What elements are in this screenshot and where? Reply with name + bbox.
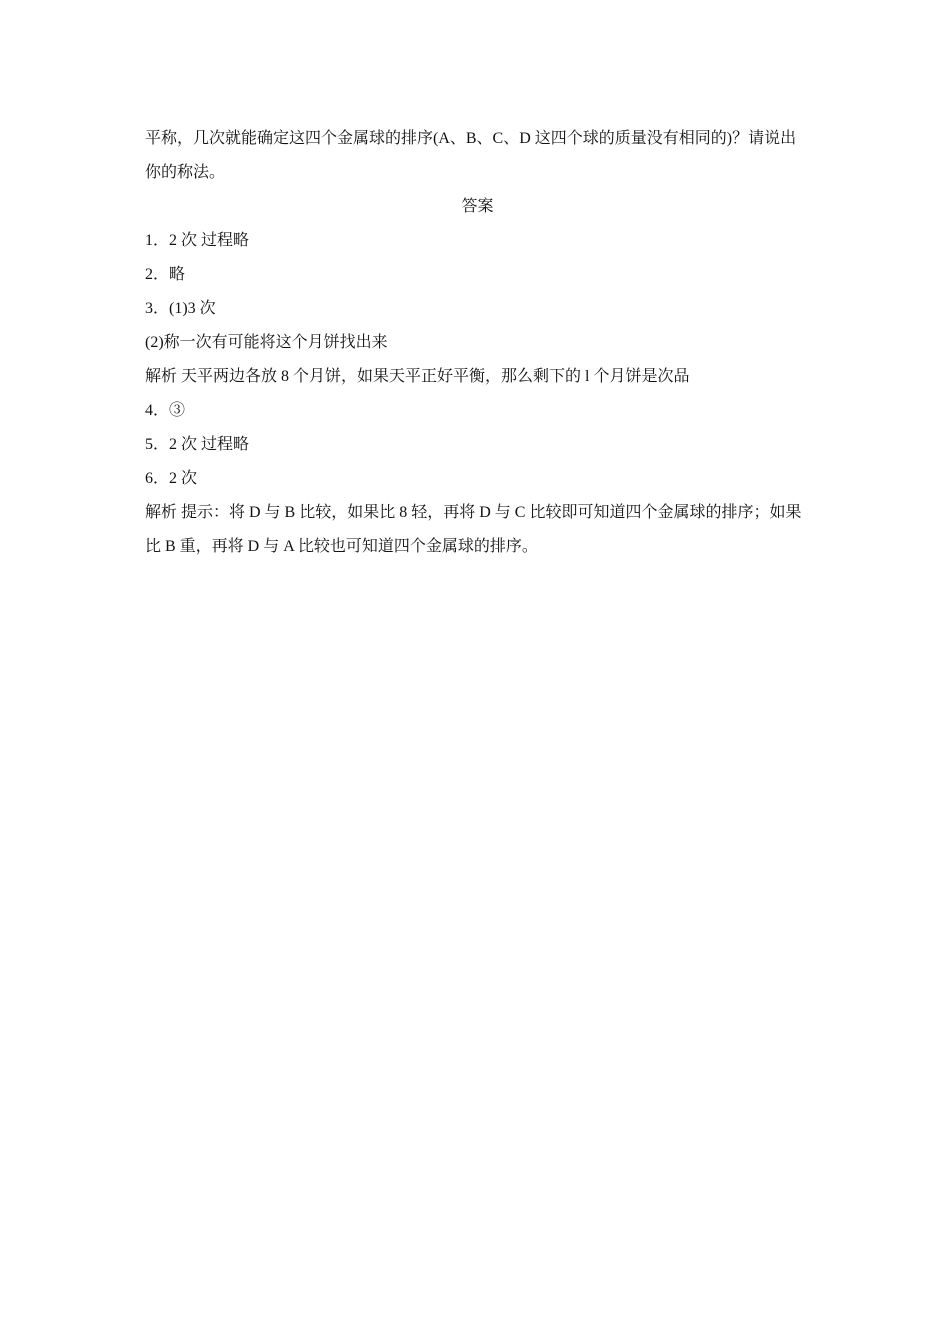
document-content bbox=[145, 122, 810, 564]
answer-item-3-explanation: 解析 天平两边各放 8 个月饼，如果天平正好平衡，那么剩下的 l 个月饼是次品 bbox=[145, 368, 690, 385]
question-line-2: 你的称法。 bbox=[145, 164, 226, 181]
answer-item-3: 3．(1)3 次 bbox=[145, 300, 216, 317]
answers-list bbox=[145, 224, 810, 496]
final-explanation bbox=[145, 496, 810, 564]
answer-item-6: 6．2 次 bbox=[145, 470, 198, 487]
question-text bbox=[145, 122, 810, 190]
answers-heading: 答案 bbox=[461, 198, 494, 215]
answer-item-4: 4．③ bbox=[145, 402, 186, 419]
answer-item-3-part-2: (2)称一次有可能将这个月饼找出来 bbox=[145, 334, 388, 351]
question-line-1: 平称，几次就能确定这四个金属球的排序(A、B、C、D 这四个球的质量没有相同的)？请说出 bbox=[145, 130, 797, 147]
answer-item-1: 1．2 次 过程略 bbox=[145, 232, 250, 249]
answer-item-5: 5．2 次 过程略 bbox=[145, 436, 250, 453]
answer-item-2: 2．略 bbox=[145, 266, 186, 283]
final-explanation-line-2: 比 B 重，再将 D 与 A 比较也可知道四个金属球的排序。 bbox=[145, 538, 538, 555]
final-explanation-line-1: 解析 提示：将 D 与 B 比较，如果比 8 轻，再将 D 与 C 比较即可知道四个金属球的排序；如果 bbox=[145, 504, 802, 521]
